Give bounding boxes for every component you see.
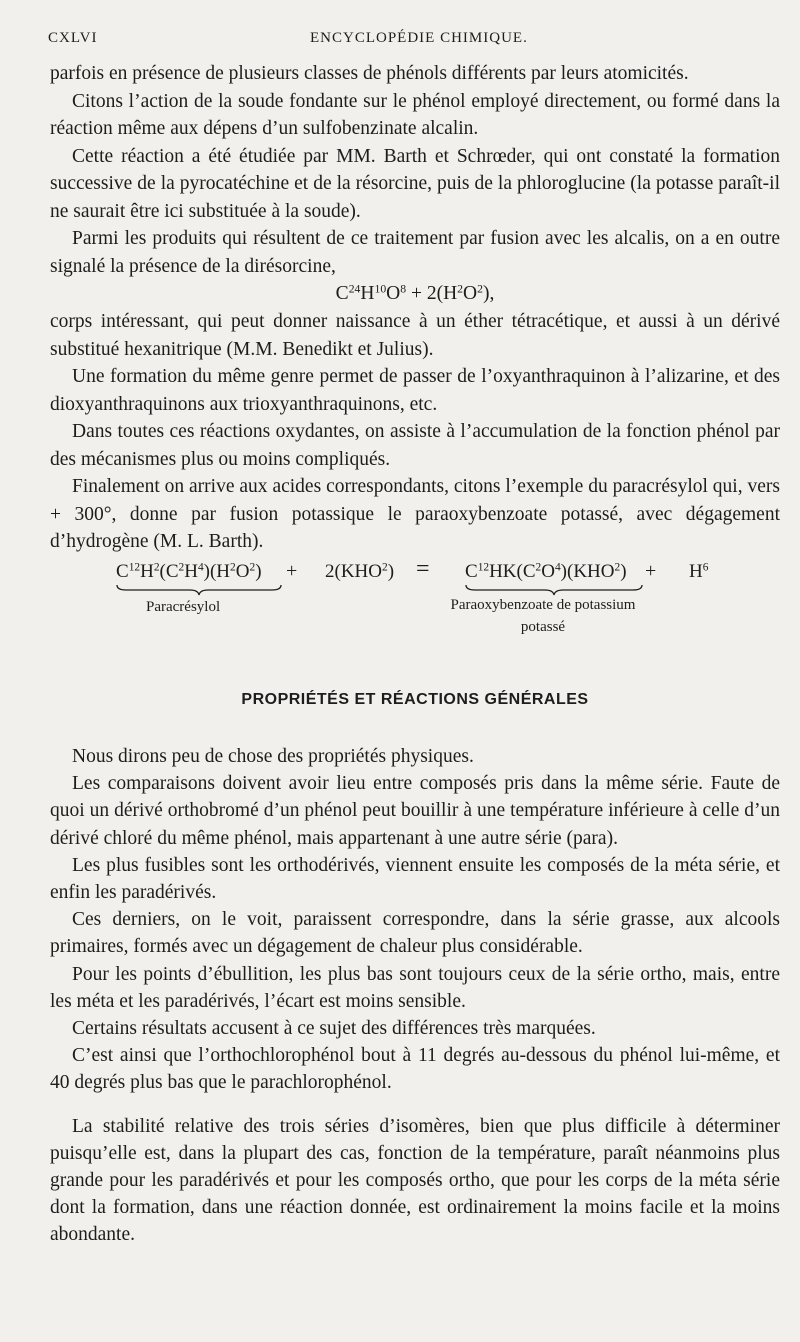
plus-sign: +: [645, 559, 657, 582]
paragraph: Une formation du même genre permet de passer de l’oxyanthraquinon à l’alizarine, et des dioxyanthraquinons aux trioxyanthraquinons, etc.: [50, 366, 780, 415]
page-number: CXLVI: [48, 30, 98, 46]
paragraph: C’est ainsi que l’orthochlorophénol bout à 11 degrés au-dessous du phénol lui-même, et 40 degrés plus bas que le parachlorophénol.: [50, 1045, 780, 1094]
reaction-equation: [50, 556, 780, 656]
paragraph: Nous dirons peu de chose des propriétés physiques.: [72, 746, 474, 767]
main-text: [50, 60, 780, 1249]
caption-paracresylol: Paracrésylol: [146, 598, 221, 615]
caption-paraoxybenzoate: Paraoxybenzoate de potassium potassé: [450, 596, 636, 635]
page-header: [48, 30, 780, 54]
paragraph: parfois en présence de plusieurs classes de phénols différents par leurs atomicités.: [50, 63, 689, 84]
paragraph: La stabilité relative des trois séries d’isomères, bien que plus difficile à déterminer puisqu’elle est, dans la plupart des cas, fonction de la température, paraît néanmoins plus grande pour les paradérivés et pour les composés ortho, que pour les corps de la méta série dont la formation, dans une réaction donnée, est ordinairement la moins facile et la moins abondante.: [50, 1115, 780, 1246]
equals-sign: =: [416, 555, 430, 582]
paragraph: Cette réaction a été étudiée par MM. Barth et Schrœder, qui ont constaté la formation successive de la pyrocatéchine et de la résorcine, puis de la phloroglucine (la potasse paraît-il ne saurait être ici substituée à la soude).: [50, 145, 780, 222]
paragraph: Certains résultats accusent à ce sujet des différences très marquées.: [72, 1018, 596, 1040]
paragraph: Pour les points d’ébullition, les plus bas sont toujours ceux de la série ortho, mais, entre les méta et les paradérivés, l’écart est moins sensible.: [50, 963, 780, 1012]
paragraph: Dans toutes ces réactions oxydantes, on assiste à l’accumulation de la fonction phénol par des mécanismes plus ou moins compliqués.: [50, 421, 780, 470]
paragraph: Finalement on arrive aux acides correspondants, citons l’exemple du paracrésylol qui, vers + 300°, donne par fusion potassique le paraoxybenzoate potassé, avec dégagement d’hydrogène (M. L. Barth).: [50, 476, 780, 552]
equation-hydrogen: $H^6$: [689, 560, 709, 582]
paragraph: Ces derniers, on le voit, paraissent correspondre, dans la série grasse, aux alcools primaires, formés avec un dégagement de chaleur plus considérable.: [50, 909, 780, 958]
paragraph: Les comparaisons doivent avoir lieu entre composés pris dans la même série. Faute de quoi un dérivé orthobromé d’un phénol peut bouillir à une température inférieure à celle d’un dérivé chloré du même phénol, mais appartenant à une autre série (para).: [50, 773, 780, 849]
section-body: [50, 743, 780, 1249]
running-title: ENCYCLOPÉDIE CHIMIQUE.: [310, 30, 528, 46]
equation-lhs: $C^{12}H^2(C^2H^4)(H^2O^2)$: [116, 560, 262, 582]
paragraph: Parmi les produits qui résultent de ce traitement par fusion avec les alcalis, on a en outre signalé la présence de la dirésorcine,: [50, 228, 780, 277]
plus-sign: +: [286, 559, 298, 582]
paragraph: Citons l’action de la soude fondante sur le phénol employé directement, ou formé dans la réaction même aux dépens d’un sulfobenzinate alcalin.: [50, 90, 780, 139]
paragraph: Les plus fusibles sont les orthodérivés, viennent ensuite les composés de la méta série, et enfin les paradérivés.: [50, 854, 780, 904]
paragraph: corps intéressant, qui peut donner naissance à un éther tétracétique, et aussi à un dérivé substitué hexanitrique (M.M. Benedikt et Julius).: [50, 311, 780, 360]
equation-rhs: $C^{12}HK(C^2O^4)(KHO^2)$: [465, 560, 627, 582]
equation-reagent: 2(KHO$^2$): [325, 560, 395, 582]
section-heading: PROPRIÉTÉS ET RÉACTIONS GÉNÉRALES: [241, 690, 589, 708]
formula-diresorcine: $C^{24}H^{10}O^8 + 2(H^2O^2)$,: [335, 282, 495, 304]
